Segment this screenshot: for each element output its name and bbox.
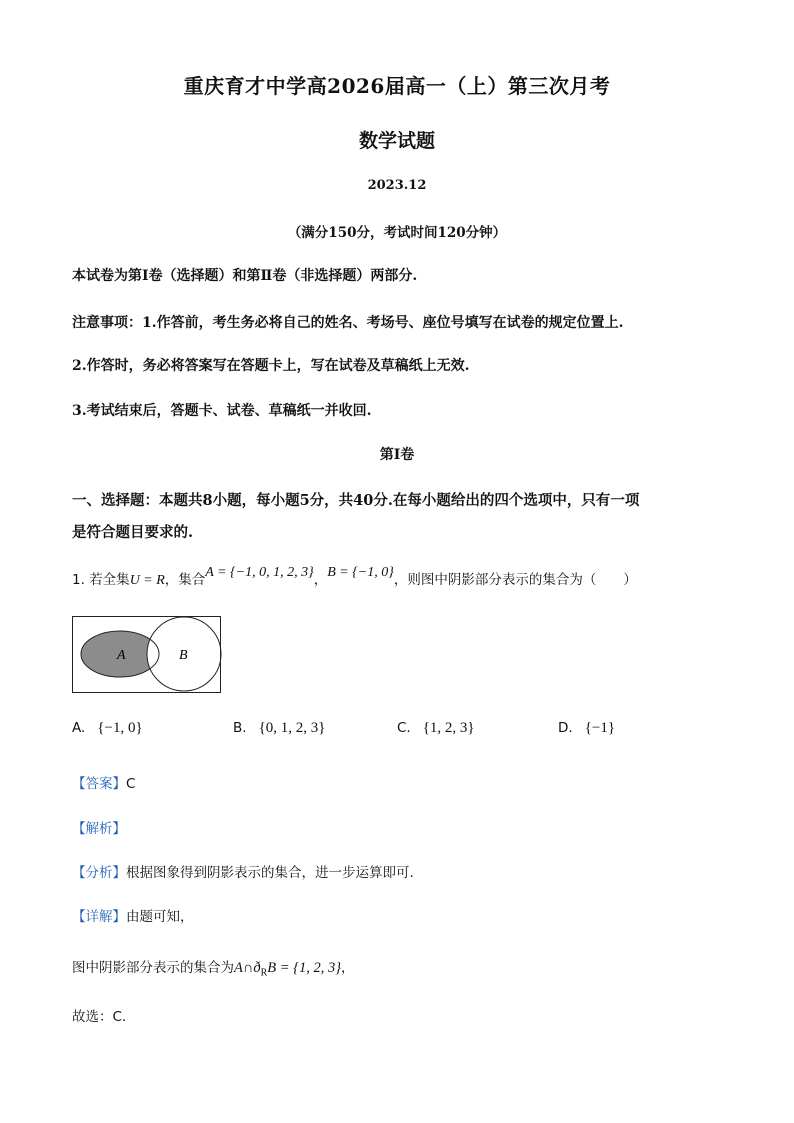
question-1-stem <box>72 565 637 589</box>
section-heading-line-1: 一、选择题：本题共8小题，每小题5分，共40分.在每小题给出的四个选项中，只有一项 <box>72 492 640 509</box>
answer-value: C <box>126 776 136 792</box>
solution-line-end: ， <box>341 960 355 976</box>
fenxi-text: 根据图象得到阴影表示的集合，进一步运算即可. <box>126 865 414 881</box>
detail-text: 由题可知， <box>126 909 194 925</box>
note-item-2: 2.作答时，务必将答案写在答题卡上，写在试卷及草稿纸上无效. <box>72 358 470 374</box>
page-title: 重庆育才中学高2026届高一（上）第三次月考 <box>183 74 611 98</box>
set-b-formula: B = {−1, 0} <box>327 565 394 580</box>
option-c: C. {1, 2, 3} <box>397 720 475 736</box>
analysis-line <box>72 817 126 837</box>
subject-title: 数学试题 <box>358 130 435 152</box>
intro-text: 本试卷为第Ⅰ卷（选择题）和第Ⅱ卷（非选择题）两部分. <box>72 268 418 284</box>
section-heading-line-2: 是符合题目要求的. <box>72 524 194 541</box>
exam-date: 2023.12 <box>367 178 427 193</box>
venn-diagram <box>72 616 222 694</box>
note-item-1: 注意事项：1.作答前，考生务必将自己的姓名、考场号、座位号填写在试卷的规定位置上. <box>72 315 624 331</box>
question-text-c: ，则图中阴影部分表示的集合为（ ） <box>393 572 637 588</box>
solution-math-a: A∩ð <box>234 960 261 976</box>
solution-math-b: B = {1, 2, 3} <box>267 960 342 976</box>
universe-formula: U = R <box>129 573 165 588</box>
venn-label-a: A <box>117 648 126 663</box>
option-b: B. {0, 1, 2, 3} <box>233 720 326 736</box>
answer-line <box>72 772 135 792</box>
question-comma: ， <box>313 572 328 588</box>
option-d: D. {−1} <box>558 720 616 736</box>
set-a-formula: A = {−1, 0, 1, 2, 3} <box>205 565 314 580</box>
part-label: 第Ⅰ卷 <box>379 447 415 463</box>
solution-math-sub: R <box>260 967 268 979</box>
solution-line-text: 图中阴影部分表示的集合为 <box>72 960 234 976</box>
fenxi-line <box>72 861 414 881</box>
conclusion-line: 故选：C. <box>72 1009 127 1025</box>
question-text-b: ，集合 <box>164 572 206 588</box>
analysis-tag: 【解析】 <box>72 821 126 837</box>
detail-tag: 【详解】 <box>72 909 126 925</box>
exam-meta: （满分150分，考试时间120分钟） <box>287 225 507 241</box>
option-a: A. {−1, 0} <box>72 720 143 736</box>
answer-tag: 【答案】 <box>72 776 126 792</box>
question-text-a: 若全集 <box>89 572 130 588</box>
note-item-3: 3.考试结束后，答题卡、试卷、草稿纸一并收回. <box>72 403 372 419</box>
solution-formula-line <box>72 956 355 979</box>
detail-line <box>72 905 194 925</box>
question-number: 1. <box>72 572 85 588</box>
fenxi-tag: 【分析】 <box>72 865 126 881</box>
venn-label-b: B <box>179 648 188 663</box>
